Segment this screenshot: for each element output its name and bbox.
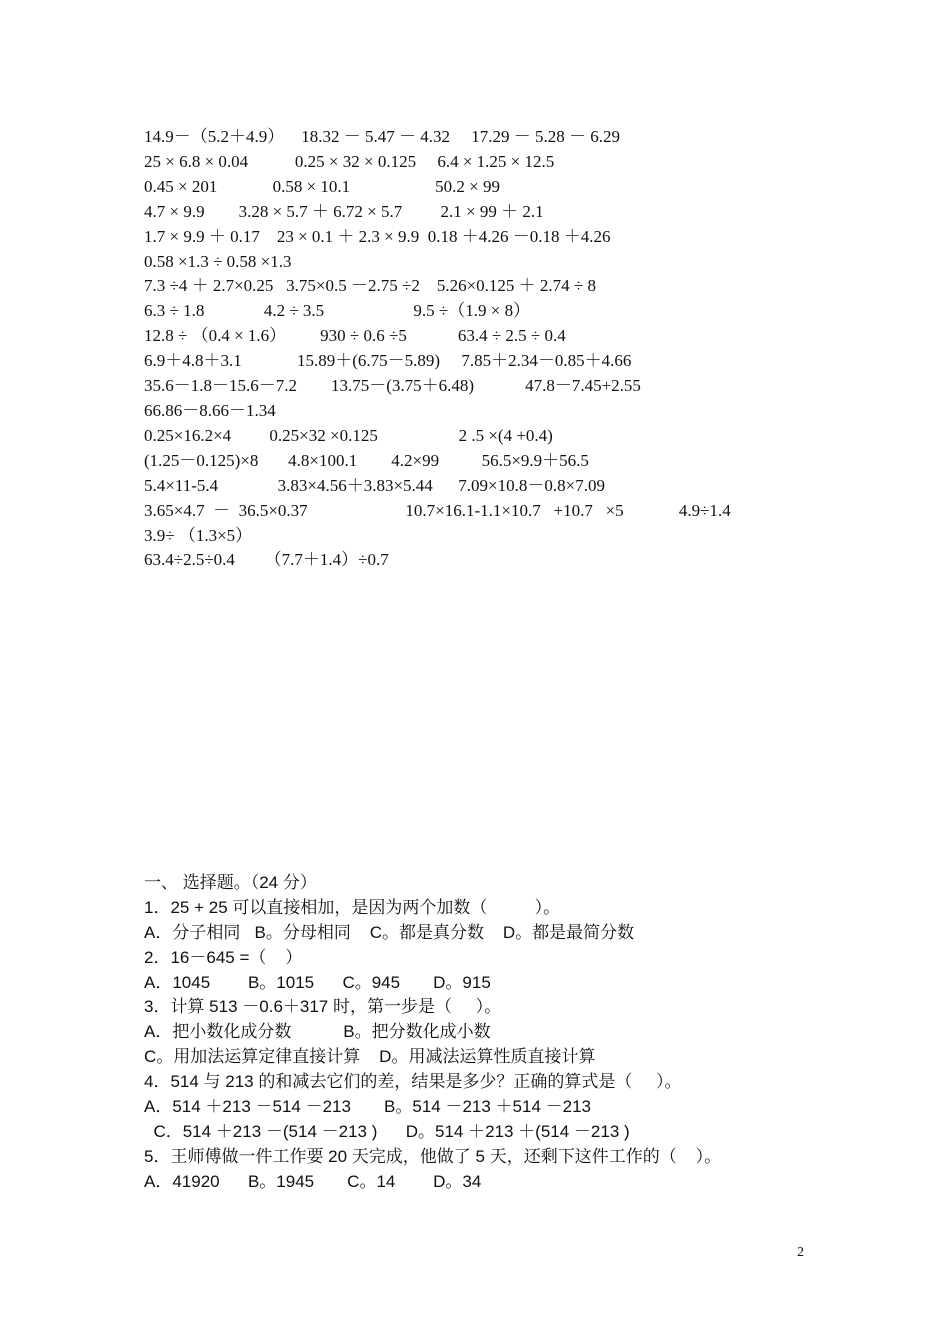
calc-line: 5.4×11-5.4 3.83×4.56＋3.83×5.44 7.09×10.8－0.8×7.09	[144, 476, 605, 495]
calc-line: 3.9÷ （1.3×5）	[144, 526, 253, 545]
question-line: 5．王师傅做一件工作要 20 天完成，他做了 5 天，还剩下这件工作的（ ）。	[144, 1147, 722, 1166]
options-line: A．41920 B。1945 C。14 D。34	[144, 1172, 482, 1191]
calc-line: 7.3 ÷4 ＋ 2.7×0.25 3.75×0.5 －2.75 ÷2 5.26×0.125 ＋ 2.74 ÷ 8	[144, 276, 597, 295]
question-line: 4．514 与 213 的和减去它们的差，结果是多少？正确的算式是（ ）。	[144, 1072, 682, 1091]
question-line: 2．16－645 =（ ）	[144, 948, 303, 967]
calc-line: (1.25－0.125)×8 4.8×100.1 4.2×99 56.5×9.9＋56.5	[144, 451, 589, 470]
section-heading: 一、 选择题。（24 分）	[144, 873, 317, 892]
calc-line: 4.7 × 9.9 3.28 × 5.7 ＋ 6.72 × 5.7 2.1 × 99 ＋ 2.1	[144, 202, 544, 221]
calc-line: 0.58 ×1.3 ÷ 0.58 ×1.3	[144, 252, 292, 271]
calc-line: 6.9＋4.8＋3.1 15.89＋(6.75－5.89) 7.85＋2.34－0.85＋4.66	[144, 351, 632, 370]
calc-line: 1.7 × 9.9 ＋ 0.17 23 × 0.1 ＋ 2.3 × 9.9 0.18 ＋4.26 －0.18 ＋4.26	[144, 227, 611, 246]
question-line: 1．25 + 25 可以直接相加，是因为两个加数（ ）。	[144, 898, 561, 917]
page-number: 2	[797, 1245, 804, 1260]
options-line: A．514 ＋213 －514 －213 B。514 －213 ＋514 －213	[144, 1097, 591, 1116]
calc-line: 35.6－1.8－15.6－7.2 13.75－(3.75＋6.48) 47.8－7.45+2.55	[144, 376, 641, 395]
question-line: 3．计算 513 －0.6＋317 时，第一步是（ ）。	[144, 997, 502, 1016]
calc-line: 14.9－（5.2＋4.9） 18.32 － 5.47 － 4.32 17.29 － 5.28 － 6.29	[144, 127, 620, 146]
calc-line: 12.8 ÷ （0.4 × 1.6） 930 ÷ 0.6 ÷5 63.4 ÷ 2.5 ÷ 0.4	[144, 326, 566, 345]
calc-line: 0.25×16.2×4 0.25×32 ×0.125 2 .5 ×(4 +0.4)	[144, 426, 553, 445]
calc-line: 3.65×4.7 － 36.5×0.37 10.7×16.1-1.1×10.7 +10.7 ×5 4.9÷1.4	[144, 501, 731, 520]
options-line: A．把小数化成分数 B。把分数化成小数	[144, 1022, 491, 1041]
calc-line: 25 × 6.8 × 0.04 0.25 × 32 × 0.125 6.4 × 1.25 × 12.5	[144, 152, 555, 171]
calc-line: 66.86－8.66－1.34	[144, 401, 276, 420]
options-line: A．分子相同 B。分母相同 C。都是真分数 D。都是最简分数	[144, 923, 635, 942]
options-line: C．514 ＋213 －(514 －213 ) D。514 ＋213 ＋(514 －213 )	[144, 1122, 630, 1141]
calc-line: 0.45 × 201 0.58 × 10.1 50.2 × 99	[144, 177, 501, 196]
options-line: A．1045 B。1015 C。945 D。915	[144, 973, 491, 992]
calc-line: 63.4÷2.5÷0.4 （7.7＋1.4）÷0.7	[144, 550, 389, 569]
options-line: C。用加法运算定律直接计算 D。用减法运算性质直接计算	[144, 1047, 596, 1066]
calc-line: 6.3 ÷ 1.8 4.2 ÷ 3.5 9.5 ÷（1.9 × 8）	[144, 301, 531, 320]
